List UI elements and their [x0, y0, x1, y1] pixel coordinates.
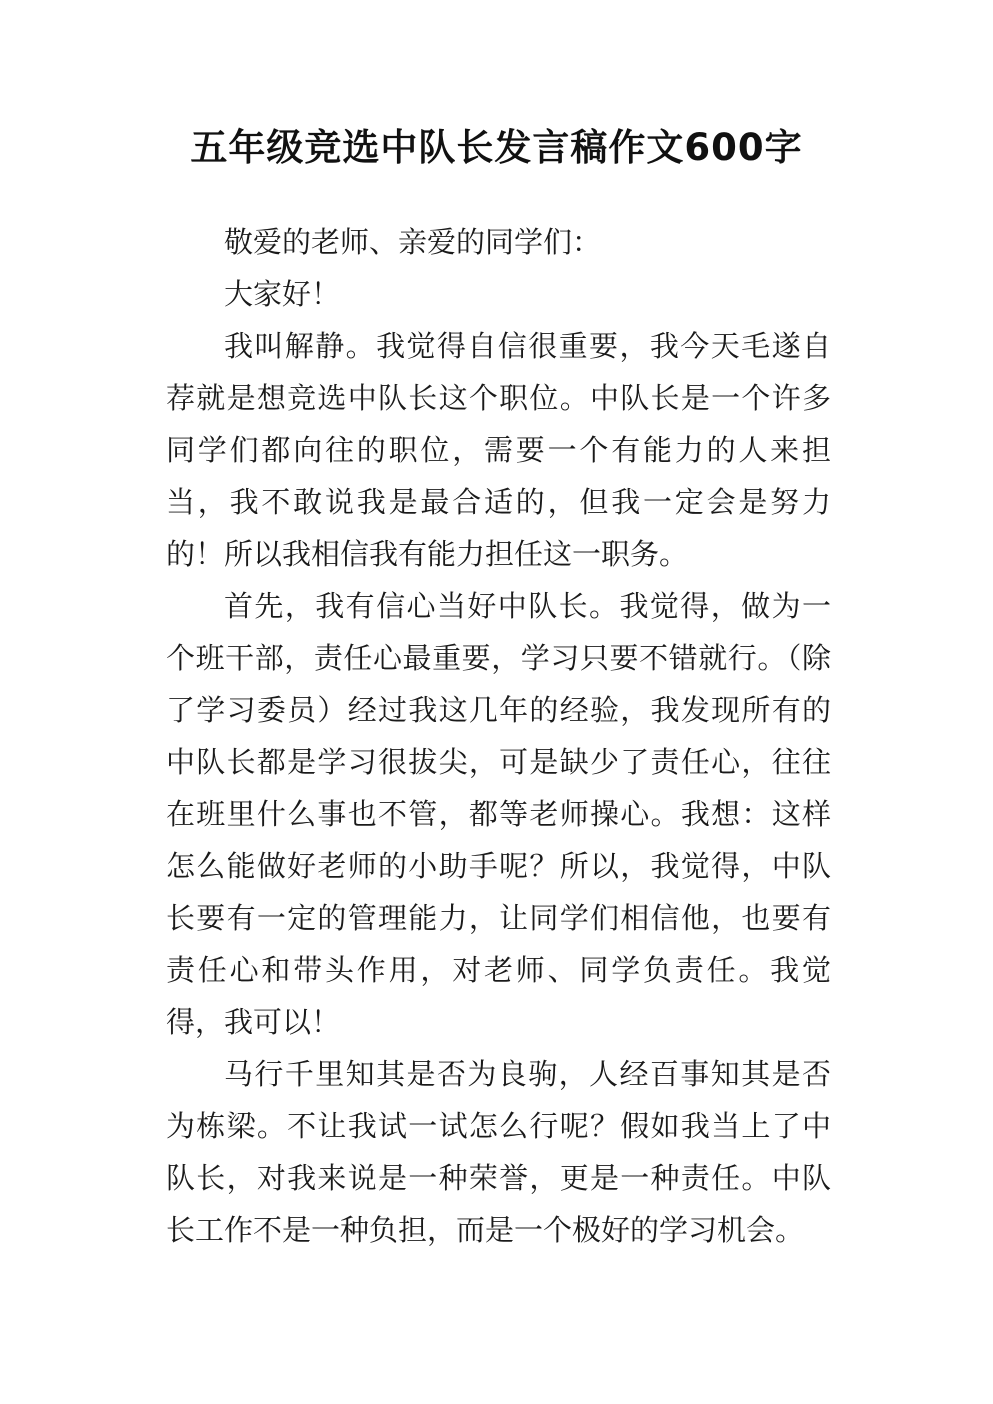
paragraph-proverb: 马行千里知其是否为良驹，人经百事知其是否为栋梁。不让我试一试怎么行呢？假如我当上了中队长，对我来说是一种荣誉，更是一种责任。中队长工作不是一种负担，而是一个极好的学习机会。	[166, 1057, 831, 1247]
paragraph-first-point: 首先，我有信心当好中队长。我觉得，做为一个班干部，责任心最重要，学习只要不错就行。（除了学习委员）经过我这几年的经验，我发现所有的中队长都是学习很拔尖，可是缺少了责任心，往往在班里什么事也不管，都等老师操心。我想：这样怎么能做好老师的小助手呢？所以，我觉得，中队长要有一定的管理能力，让同学们相信他，也要有责任心和带头作用，对老师、同学负责任。我觉得，我可以！	[166, 589, 831, 1039]
paragraph-introduction: 我叫解静。我觉得自信很重要，我今天毛遂自荐就是想竞选中队长这个职位。中队长是一个许多同学们都向往的职位，需要一个有能力的人来担当，我不敢说我是最合适的，但我一定会是努力的！所以我相信我有能力担任这一职务。	[166, 329, 831, 571]
paragraph-greeting: 大家好！	[224, 277, 341, 311]
document-body	[166, 216, 831, 1256]
paragraph-salutation: 敬爱的老师、亲爱的同学们：	[224, 225, 602, 259]
document-title: 五年级竞选中队长发言稿作文600字	[190, 126, 803, 169]
